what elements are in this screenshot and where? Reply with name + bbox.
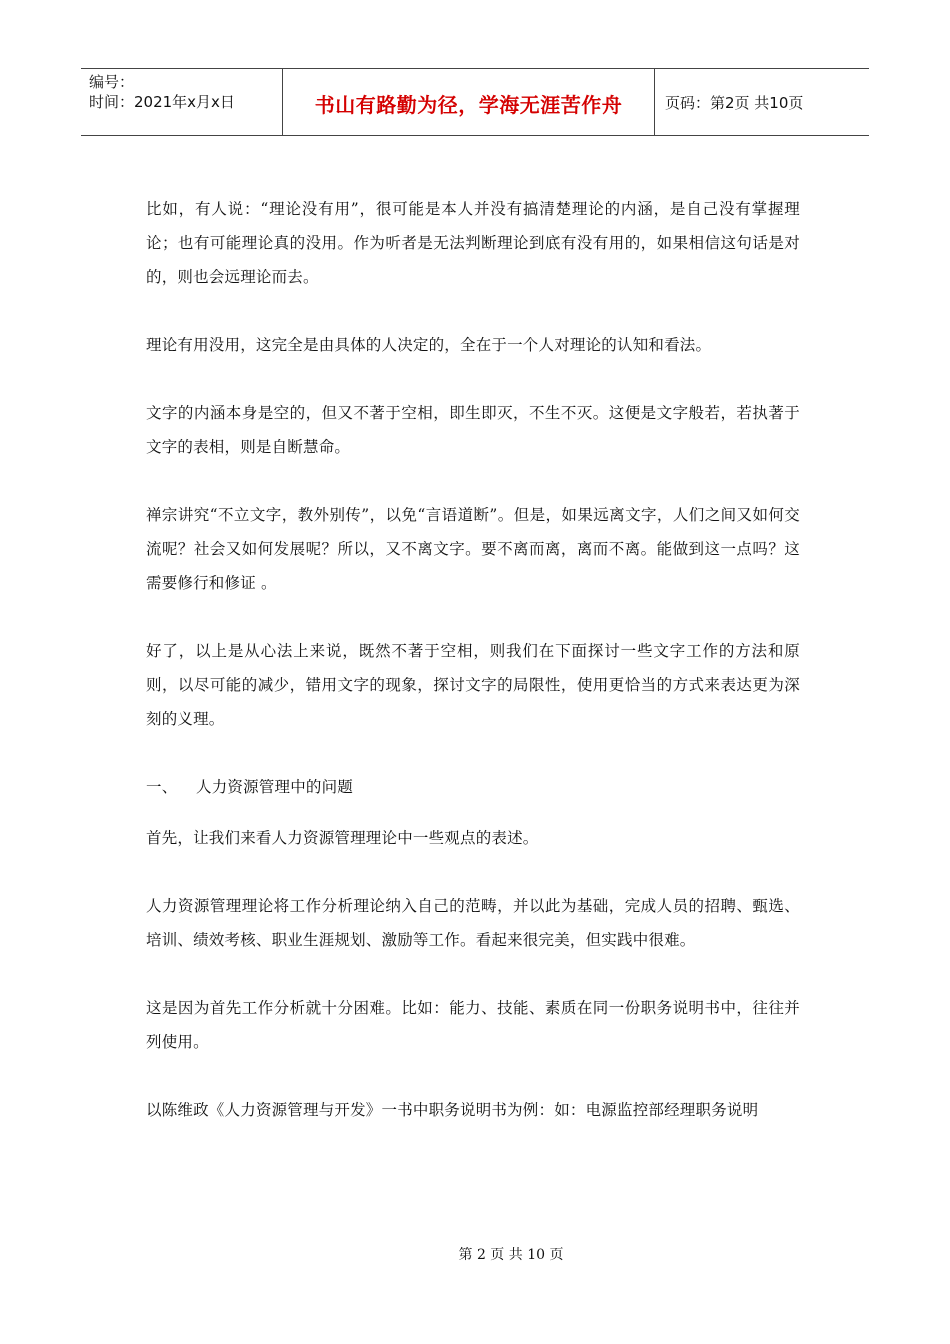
paragraph: 好了，以上是从心法上来说，既然不著于空相，则我们在下面探讨一些文字工作的方法和原则，以尽可能的减少，错用文字的现象，探讨文字的局限性，使用更恰当的方式来表达更为深刻的义理。 — [146, 642, 800, 728]
paragraph: 以陈维政《人力资源管理与开发》一书中职务说明书为例：如：电源监控部经理职务说明 — [146, 1101, 759, 1119]
paragraph: 比如，有人说：“理论没有用”，很可能是本人并没有搞清楚理论的内涵，是自己没有掌握理论；也有可能理论真的没用。作为听者是无法判断理论到底有没有用的，如果相信这句话是对的，则也会远理论而去。 — [146, 200, 800, 286]
paragraph: 首先，让我们来看人力资源管理理论中一些观点的表述。 — [146, 829, 539, 847]
paragraph: 理论有用没用，这完全是由具体的人决定的，全在于一个人对理论的认知和看法。 — [146, 336, 712, 354]
header-page-label: 页码：第2页 共10页 — [665, 93, 804, 112]
header-motto-cell — [283, 69, 655, 135]
page-header — [81, 68, 869, 136]
footer-page-number: 第 2 页 共 10 页 — [458, 1247, 564, 1263]
paragraph: 禅宗讲究“不立文字，教外别传”，以免“言语道断”。但是，如果远离文字，人们之间又如何交流呢？社会又如何发展呢？所以，又不离文字。要不离而离，离而不离。能做到这一点吗？这需要修行和修证 。 — [146, 506, 800, 592]
header-page-cell — [655, 69, 869, 135]
header-motto: 书山有路勤为径，学海无涯苦作舟 — [314, 92, 623, 117]
section-heading — [146, 770, 800, 804]
document-number-label: 编号： — [89, 73, 135, 91]
header-meta-cell — [81, 69, 283, 135]
section-title: 人力资源管理中的问题 — [196, 778, 354, 796]
paragraph: 这是因为首先工作分析就十分困难。比如：能力、技能、素质在同一份职务说明书中，往往并列使用。 — [146, 999, 800, 1051]
document-body — [146, 192, 800, 1161]
section-number: 一、 — [146, 778, 178, 796]
paragraph: 人力资源管理理论将工作分析理论纳入自己的范畴，并以此为基础，完成人员的招聘、甄选、培训、绩效考核、职业生涯规划、激励等工作。看起来很完美，但实践中很难。 — [146, 897, 800, 949]
page-footer — [0, 1244, 950, 1264]
document-time-label: 时间：2021年x月x日 — [89, 93, 235, 111]
paragraph: 文字的内涵本身是空的，但又不著于空相，即生即灭，不生不灭。这便是文字般若，若执著于文字的表相，则是自断慧命。 — [146, 404, 800, 456]
